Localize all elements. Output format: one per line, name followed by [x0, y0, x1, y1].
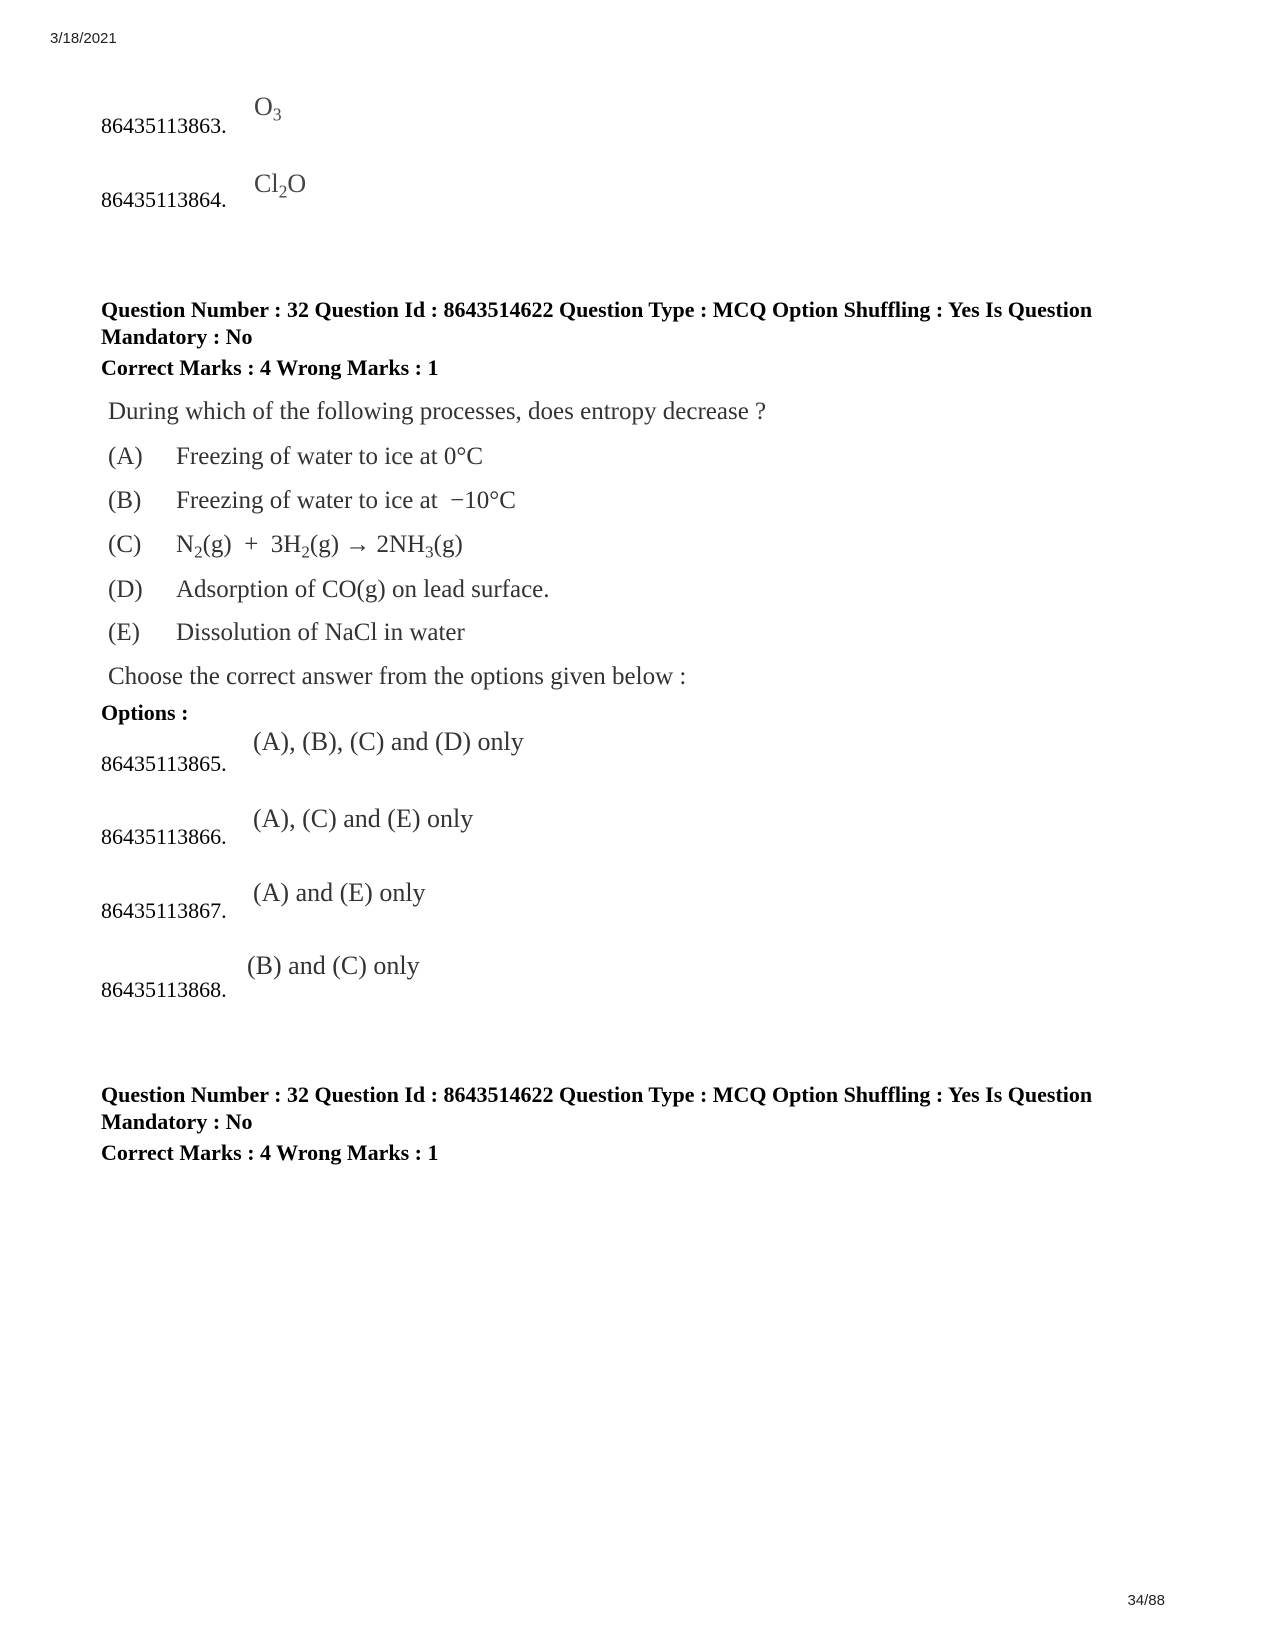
question-header: Question Number : 32 Question Id : 8643514622 Question Type : MCQ Option Shuffling : Yes Is Question Mandatory : No: [101, 1082, 1093, 1134]
statement-label: (B): [108, 487, 142, 514]
statement-d: [108, 576, 550, 604]
statement-text: Freezing of water to ice at 0°C: [176, 443, 484, 470]
option-text: (A) and (E) only: [253, 878, 426, 907]
option-formula: $Cl_2O$: [254, 169, 307, 202]
option-id: 86435113865.: [101, 751, 227, 776]
option-text: (A), (B), (C) and (D) only: [253, 727, 524, 756]
option-id: 86435113863.: [101, 113, 227, 138]
question-header: Question Number : 32 Question Id : 8643514622 Question Type : MCQ Option Shuffling : Yes Is Question Mandatory : No: [101, 297, 1093, 349]
statement-text: Dissolution of NaCl in water: [176, 619, 465, 646]
option-formula: $O_3$: [254, 92, 282, 125]
answer-instruction: Choose the correct answer from the options given below :: [108, 663, 687, 690]
statement-b: [108, 487, 516, 515]
statement-text: Adsorption of CO(g) on lead surface.: [176, 576, 550, 603]
option-id: 86435113868.: [101, 977, 227, 1002]
statement-text: Freezing of water to ice at −10°C: [176, 487, 516, 514]
question-text: During which of the following processes, does entropy decrease ?: [108, 398, 767, 425]
options-label: Options :: [101, 700, 189, 725]
statement-e: [108, 619, 465, 647]
statement-label: (A): [108, 443, 143, 470]
statement-label: (C): [108, 531, 142, 558]
question-marks: Correct Marks : 4 Wrong Marks : 1: [101, 1140, 439, 1165]
page-number: 34/88: [1127, 1592, 1165, 1609]
option-text: (B) and (C) only: [247, 951, 420, 980]
statement-a: [108, 443, 483, 471]
statement-label: (E): [108, 619, 140, 646]
question-marks: Correct Marks : 4 Wrong Marks : 1: [101, 355, 439, 380]
print-date: 3/18/2021: [50, 30, 117, 47]
reaction-equation: $N_2(g) + 3H_2(g) \to 2NH_3(g)$: [176, 531, 463, 562]
option-text: (A), (C) and (E) only: [253, 804, 474, 833]
option-id: 86435113864.: [101, 187, 227, 212]
statement-c: [108, 531, 463, 562]
statement-label: (D): [108, 576, 143, 603]
option-id: 86435113867.: [101, 898, 227, 923]
option-id: 86435113866.: [101, 824, 227, 849]
